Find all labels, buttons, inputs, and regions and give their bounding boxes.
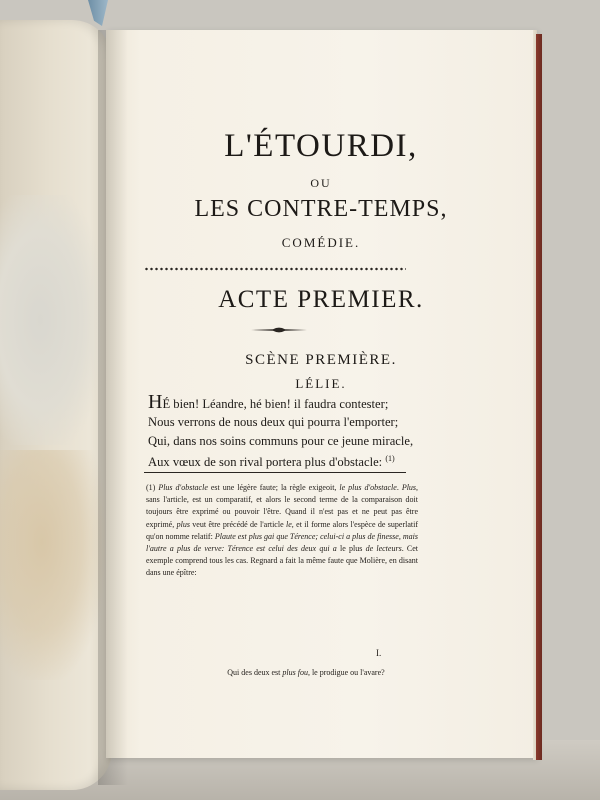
footnote-run: le (286, 519, 292, 529)
left-page-foxing (0, 450, 105, 680)
left-page (0, 20, 112, 790)
footnote-run: , et il forme alors l'espèce de superlatif qu'on nomme relatif: (146, 519, 418, 541)
signature-mark: I. (376, 648, 382, 658)
verse-line: Aux vœux de son rival portera plus d'obstacle: $^{(1)}$ (148, 454, 395, 470)
page-title: L'ÉTOURDI, (224, 128, 418, 164)
verse-line: Nous verrons de nous deux qui pourra l'emporter; (148, 415, 399, 429)
cover-edge (536, 34, 542, 760)
footnote-run: le plus (336, 544, 366, 554)
scene-heading: SCÈNE PREMIÈRE. (245, 352, 397, 368)
dotted-divider (144, 266, 406, 272)
genre-label: COMÉDIE. (281, 235, 361, 250)
footnote-run: de lecteurs (365, 544, 402, 554)
footnote-rule (144, 472, 406, 473)
footnote-run: Plaute est plus gai que Térence; celui-ci a plus de finesse, mais l'autre a plus de verve: Térence est celui des deux qui a (146, 531, 418, 554)
footnote (146, 482, 418, 580)
footnote-run: plus (176, 519, 190, 529)
page-content (106, 30, 536, 758)
speaker-name: LÉLIE. (295, 376, 347, 391)
title-conjunction: OU (310, 176, 332, 190)
footnote-run: est une légère faute; la règle exigeoit, (207, 483, 340, 492)
footnote-reference: (1) (385, 454, 395, 463)
drop-cap: H (148, 391, 163, 413)
footnote-run: Plus d'obstacle (158, 483, 208, 492)
footnote-run: (1) (146, 483, 159, 492)
footnote-run: . Cet exemple comprend tous les cas. Regnard a fait la même faute que Molière, en disant dans une épître: (146, 544, 419, 578)
left-page-stain (0, 195, 100, 445)
ornament-divider (251, 326, 307, 334)
bookmark-ribbon (88, 0, 108, 26)
footnote-text (146, 482, 418, 580)
footnote-quote: Qui des deux est plus fou, le prodigue ou l'avare? (227, 668, 385, 677)
footnote-run: , sans l'article, est un comparatif, et alors le second terme de la comparaison doit toujours être exprimé ou pouvoir l'être. Quand il n'est pas et ne peut pas être exprimé, (146, 483, 419, 529)
verse-line: HÉ bien! Léandre, hé bien! il faudra contester; (148, 391, 389, 413)
act-heading: ACTE PREMIER. (218, 286, 424, 313)
footnote-run: . (396, 483, 402, 492)
verse-line: Qui, dans nos soins communs pour ce jeune miracle, (148, 434, 414, 448)
footnote-run: veut être précédé de l'article (189, 519, 286, 529)
footnote-run: Plus (401, 483, 417, 492)
page-subtitle: LES CONTRE-TEMPS, (194, 196, 448, 222)
footnote-run: le plus d'obstacle (339, 483, 397, 492)
